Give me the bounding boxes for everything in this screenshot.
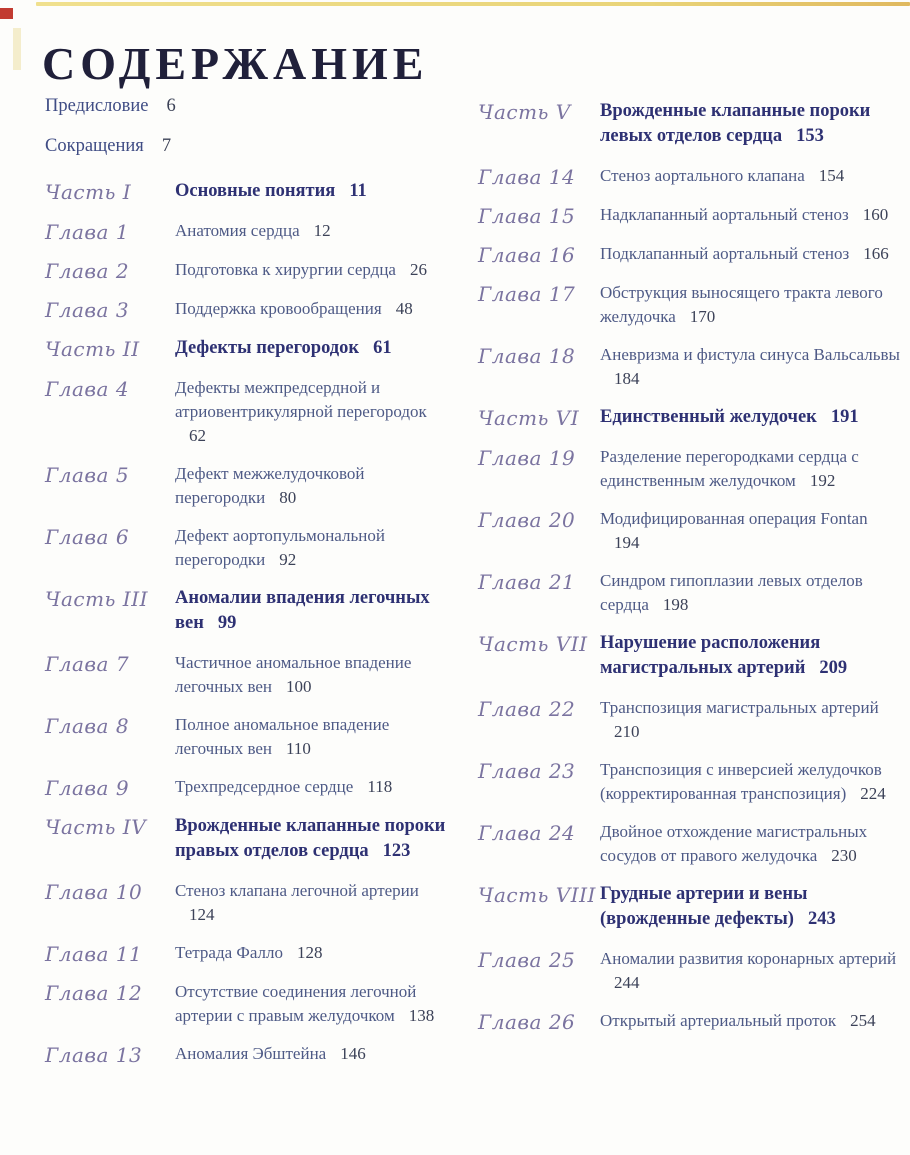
- toc-entry-label: Глава 17: [478, 282, 576, 306]
- toc-entry: [45, 258, 451, 283]
- toc-entry-title: [600, 164, 904, 188]
- toc-entry-title-text: Надклапанный аортальный стеноз: [600, 205, 849, 224]
- toc-entry-label: Глава 10: [45, 880, 143, 904]
- toc-entry-title-text: Врожденные клапанные пороки правых отделов сердца: [175, 816, 446, 861]
- toc-entry-title-text: Аномалия Эбштейна: [175, 1044, 327, 1063]
- page-number: 210: [614, 722, 640, 741]
- toc-entry-title-text: Аномалии впадения легочных вен: [175, 588, 430, 633]
- toc-entry-title: [175, 941, 451, 965]
- toc-entry-title-text: Транспозиция магистральных артерий: [600, 698, 879, 717]
- page-number: 230: [831, 846, 857, 865]
- toc-entry-title-text: Стеноз клапана легочной артерии: [175, 881, 419, 900]
- toc-entry: [478, 507, 904, 555]
- toc-entry-label: Глава 5: [45, 463, 130, 487]
- toc-entry-title: [175, 814, 451, 864]
- page-number: 61: [373, 338, 392, 358]
- toc-entry-title-text: Поддержка кровообращения: [175, 299, 382, 318]
- toc-entry-label: Глава 11: [45, 942, 143, 966]
- toc-entry: [478, 242, 904, 267]
- toc-entry-title: [175, 336, 451, 361]
- toc-entry-title: [175, 980, 451, 1028]
- toc-entry-label: Часть VIII: [478, 883, 596, 907]
- toc-entry-title: [600, 820, 904, 868]
- toc-entry-label: Глава 12: [45, 981, 143, 1005]
- toc-entry-title-text: Грудные артерии и вены (врожденные дефекты): [600, 884, 808, 929]
- toc-entry: [45, 651, 451, 699]
- toc-entry-title: [600, 758, 904, 806]
- page-number: 6: [166, 96, 176, 116]
- toc-entry-title: [600, 696, 904, 744]
- toc-entry-title-text: Открытый артериальный проток: [600, 1011, 837, 1030]
- page-number: 194: [614, 533, 640, 552]
- toc-entry-title-text: Разделение перегородками сердца с единственным желудочком: [600, 447, 859, 490]
- page-number: 192: [809, 471, 836, 490]
- toc-entry-title: [175, 376, 451, 448]
- toc-entry-title: [600, 947, 904, 995]
- page-number: 62: [189, 426, 206, 445]
- page-number: 92: [279, 550, 297, 569]
- toc-entry-title: [175, 651, 451, 699]
- toc-entry: [45, 219, 451, 244]
- toc-entry-title: [175, 179, 451, 204]
- toc-entry-title-text: Аномалии развития коронарных артерий: [600, 949, 897, 968]
- toc-entry-label: Глава 3: [45, 298, 130, 322]
- toc-entry-title-text: Тетрада Фалло: [175, 943, 284, 962]
- page-number: 153: [796, 126, 824, 146]
- page-number: 209: [819, 658, 848, 678]
- page-number: 100: [286, 677, 312, 696]
- toc-entry-title-text: Двойное отхождение магистральных сосудов от правого желудочка: [600, 822, 868, 865]
- toc-entry-title-text: Нарушение расположения магистральных артерий: [600, 633, 821, 678]
- toc-entry-title: [600, 631, 904, 681]
- toc-entry-title: [600, 1009, 904, 1033]
- page-number: 26: [409, 260, 427, 279]
- toc-entry: [478, 164, 904, 189]
- toc-entry: [478, 947, 904, 995]
- toc-entry: [478, 696, 904, 744]
- toc-entry-title-text: Дефекты перегородок: [175, 338, 360, 358]
- toc-entry-label: Часть III: [45, 587, 148, 611]
- page-number: 7: [161, 136, 172, 156]
- corner-scan-mark: [0, 8, 13, 19]
- toc-entry-title-text: Стеноз аортального клапана: [600, 166, 805, 185]
- toc-entry-label: Глава 20: [478, 508, 576, 532]
- toc-entry: [478, 1009, 904, 1034]
- page-number: 191: [830, 407, 859, 427]
- toc-entry: [478, 820, 904, 868]
- toc-entry-title: [600, 569, 904, 617]
- toc-entry: [45, 941, 451, 966]
- toc-entry-title-text: Частичное аномальное впадение легочных вен: [175, 653, 412, 696]
- toc-entry: [478, 203, 904, 228]
- toc-entry: [478, 281, 904, 329]
- toc-entry: [45, 879, 451, 927]
- toc-entry: [45, 814, 451, 864]
- toc-entry-label: Глава 6: [45, 525, 130, 549]
- toc-column-right: [478, 96, 904, 1048]
- toc-entry: [45, 524, 451, 572]
- page-number: 138: [408, 1006, 435, 1025]
- toc-entry-title-text: Дефект межжелудочковой перегородки: [175, 464, 365, 507]
- toc-entry-label: Часть VI: [478, 406, 580, 430]
- toc-entry-title: [175, 462, 451, 510]
- toc-entry-title: [175, 713, 451, 761]
- toc-entry-title: [175, 586, 451, 636]
- page-number: 48: [395, 299, 413, 318]
- toc-entry: [478, 882, 904, 932]
- toc-entry-title: [600, 99, 904, 149]
- toc-entry-title: [600, 507, 904, 555]
- page-number: 124: [189, 905, 215, 924]
- toc-entry-title-text: Обструкция выносящего тракта левого желудочка: [600, 283, 883, 326]
- toc-entry: [45, 179, 451, 204]
- toc-entry: [45, 336, 451, 361]
- page-number: 170: [689, 307, 716, 326]
- toc-entry-title-text: Транспозиция с инверсией желудочков (корректированная транспозиция): [600, 760, 882, 803]
- toc-entry-label: Часть I: [45, 180, 132, 204]
- toc-entry-label: Часть VII: [478, 632, 588, 656]
- page-number: 244: [614, 973, 640, 992]
- toc-entry-label: Глава 18: [478, 344, 576, 368]
- page-number: 146: [340, 1044, 366, 1063]
- front-matter-item: [45, 96, 445, 117]
- toc-entry-title-text: Основные понятия: [175, 181, 336, 201]
- toc-entry: [45, 297, 451, 322]
- page-number: 184: [614, 369, 640, 388]
- toc-entry: [478, 343, 904, 391]
- page-number: 12: [313, 221, 331, 240]
- toc-entry: [478, 405, 904, 430]
- toc-entry-title: [600, 242, 904, 266]
- toc-entry-title-text: Подклапанный аортальный стеноз: [600, 244, 850, 263]
- page-number: 110: [286, 739, 311, 758]
- toc-entry-label: Часть II: [45, 337, 140, 361]
- toc-entry-label: Глава 1: [45, 220, 130, 244]
- toc-entry-title-text: Дефект аортопульмональной перегородки: [175, 526, 385, 569]
- front-matter-list: [45, 96, 445, 176]
- toc-entry-label: Глава 15: [478, 204, 576, 228]
- toc-entry: [478, 445, 904, 493]
- toc-entry-title-text: Синдром гипоплазии левых отделов сердца: [600, 571, 863, 614]
- toc-entry-label: Глава 4: [45, 377, 130, 401]
- page-number: 118: [367, 777, 393, 796]
- front-matter-item: [45, 136, 445, 157]
- toc-entry-title-text: Единственный желудочек: [600, 407, 817, 427]
- toc-entry-title-text: Подготовка к хирургии сердца: [175, 260, 396, 279]
- toc-entry-title-text: Дефекты межпредсердной и атриовентрикулярной перегородок: [175, 378, 427, 421]
- page-number: 128: [297, 943, 323, 962]
- toc-entry-label: Глава 14: [478, 165, 576, 189]
- toc-entry-label: Глава 7: [45, 652, 130, 676]
- toc-entry-title: [175, 775, 451, 799]
- toc-entry-label: Глава 23: [478, 759, 576, 783]
- toc-entry-title: [175, 258, 451, 282]
- page-title: СОДЕРЖАНИЕ: [42, 37, 429, 89]
- toc-entry: [45, 376, 451, 448]
- toc-entry-title: [600, 882, 904, 932]
- page-number: 254: [850, 1011, 876, 1030]
- toc-entry-title-text: Аневризма и фистула синуса Вальсальвы: [600, 345, 900, 364]
- toc-entry: [45, 1042, 451, 1067]
- toc-entry-title-text: Полное аномальное впадение легочных вен: [175, 715, 390, 758]
- toc-entry-title: [600, 343, 904, 391]
- toc-entry-title-text: Трехпредсердное сердце: [175, 777, 354, 796]
- page-number: 160: [862, 205, 889, 224]
- page-number: 243: [807, 909, 836, 929]
- toc-entry-title: [175, 219, 451, 243]
- toc-entry-title: [175, 1042, 451, 1066]
- toc-entry-title-text: Анатомия сердца: [175, 221, 300, 240]
- toc-entry-title-text: Модифицированная операция Fontan: [600, 509, 868, 528]
- toc-entry-title: [600, 281, 904, 329]
- toc-column-left: [45, 176, 451, 1081]
- toc-entry-title: [175, 297, 451, 321]
- front-matter-title: Сокращения: [45, 136, 144, 156]
- toc-entry: [45, 713, 451, 761]
- toc-entry-title: [600, 445, 904, 493]
- toc-entry-label: Глава 25: [478, 948, 576, 972]
- page-number: 123: [382, 841, 411, 861]
- toc-entry: [478, 99, 904, 149]
- toc-entry-label: Глава 9: [45, 776, 130, 800]
- toc-entry-title-text: Врожденные клапанные пороки левых отделов сердца: [600, 101, 871, 146]
- toc-entry-label: Часть V: [478, 100, 571, 124]
- toc-entry: [478, 631, 904, 681]
- toc-entry-label: Глава 26: [478, 1010, 576, 1034]
- page-number: 166: [863, 244, 889, 263]
- toc-entry-label: Глава 2: [45, 259, 130, 283]
- edge-smudge: [13, 28, 21, 70]
- front-matter-title: Предисловие: [45, 96, 149, 116]
- toc-entry: [45, 586, 451, 636]
- page-number: 11: [349, 181, 367, 201]
- toc-entry-label: Часть IV: [45, 815, 147, 839]
- toc-entry-title: [600, 203, 904, 227]
- toc-entry: [45, 462, 451, 510]
- toc-entry-label: Глава 19: [478, 446, 576, 470]
- toc-entry: [478, 758, 904, 806]
- toc-entry-title: [600, 405, 904, 430]
- page-number: 224: [860, 784, 886, 803]
- page-number: 198: [662, 595, 689, 614]
- toc-entry-label: Глава 22: [478, 697, 576, 721]
- toc-entry: [478, 569, 904, 617]
- page-number: 99: [217, 613, 237, 633]
- toc-entry-label: Глава 21: [478, 570, 576, 594]
- toc-entry-title: [175, 524, 451, 572]
- toc-entry-label: Глава 13: [45, 1043, 143, 1067]
- toc-entry-title: [175, 879, 451, 927]
- toc-entry-label: Глава 8: [45, 714, 130, 738]
- toc-entry: [45, 775, 451, 800]
- page-number: 154: [818, 166, 845, 185]
- toc-entry: [45, 980, 451, 1028]
- page-number: 80: [279, 488, 297, 507]
- toc-entry-label: Глава 24: [478, 821, 576, 845]
- top-rule-line: [36, 2, 910, 6]
- toc-entry-title-text: Отсутствие соединения легочной артерии с правым желудочком: [175, 982, 417, 1025]
- toc-entry-label: Глава 16: [478, 243, 576, 267]
